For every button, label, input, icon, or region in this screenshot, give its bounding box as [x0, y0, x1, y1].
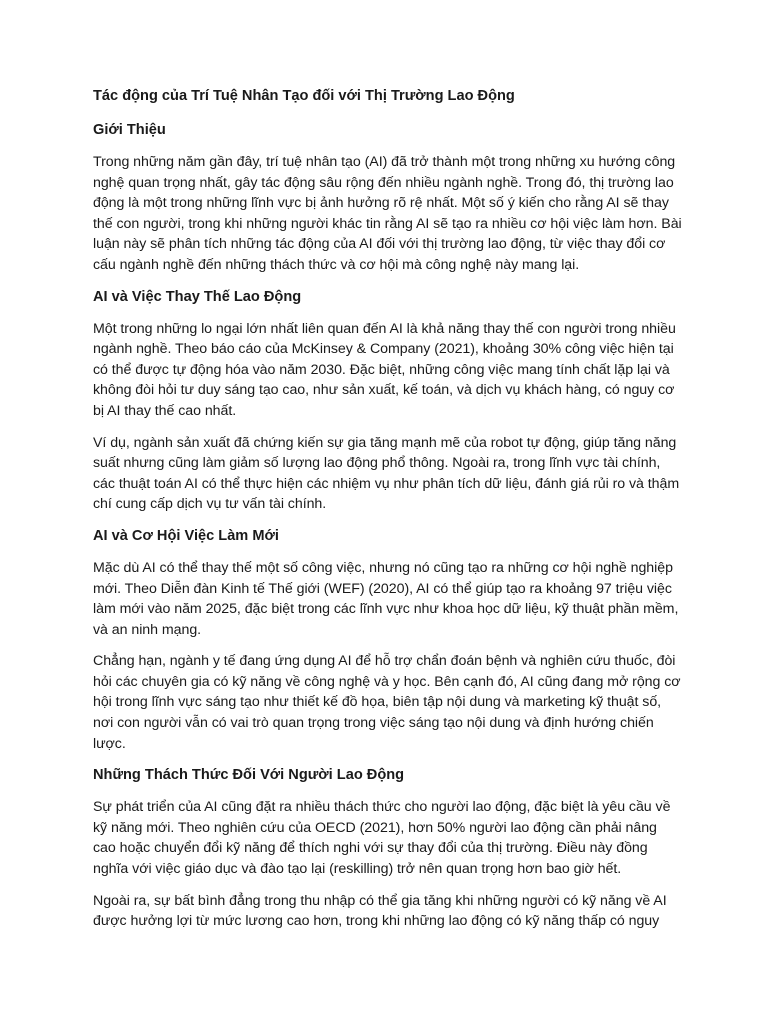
section-replacement	[93, 287, 683, 515]
section-new-jobs	[93, 526, 683, 754]
paragraph: Mặc dù AI có thể thay thế một số công việc, nhưng nó cũng tạo ra những cơ hội nghề nghiệp mới. Theo Diễn đàn Kinh tế Thế giới (WEF) (2020), AI có thể giúp tạo ra khoảng 97 triệu việc làm mới vào năm 2025, đặc biệt trong các lĩnh vực như khoa học dữ liệu, kỹ thuật phần mềm, và an ninh mạng.	[93, 559, 679, 638]
paragraph: Trong những năm gần đây, trí tuệ nhân tạo (AI) đã trở thành một trong những xu hướng công nghệ quan trọng nhất, gây tác động sâu rộng đến nhiều ngành nghề. Trong đó, thị trường lao động là một trong những lĩnh vực bị ảnh hưởng rõ rệ nhất. Một số ý kiến cho rằng AI sẽ thay thế con người, trong khi những người khác tin rằng AI sẽ tạo ra nhiều cơ hội việc làm hơn. Bài luận này sẽ phân tích những tác động của AI đối với thị trường lao động, từ việc thay đổi cơ cấu ngành nghề đến những thách thức và cơ hội mà công nghệ này mang lại.	[93, 154, 682, 273]
paragraph: Chẳng hạn, ngành y tế đang ứng dụng AI để hỗ trợ chẩn đoán bệnh và nghiên cứu thuốc, đòi hỏi các chuyên gia có kỹ năng về công nghệ và y học. Bên cạnh đó, AI cũng đang mở rộng cơ hội trong lĩnh vực sáng tạo như thiết kế đồ họa, biên tập nội dung và marketing kỹ thuật số, nơi con người vẫn có vai trò quan trọng trong việc sáng tạo nội dung và định hướng chiến lược.	[93, 653, 681, 752]
document-page	[93, 86, 683, 943]
section-heading: AI và Việc Thay Thế Lao Động	[93, 288, 302, 305]
section-intro	[93, 120, 683, 276]
section-heading: AI và Cơ Hội Việc Làm Mới	[93, 527, 279, 544]
paragraph: Sự phát triển của AI cũng đặt ra nhiều thách thức cho người lao động, đặc biệt là yêu cầu về kỹ năng mới. Theo nghiên cứu của OECD (2021), hơn 50% người lao động cần phải nâng cao hoặc chuyển đổi kỹ năng để thích nghi với sự thay đổi của thị trường. Điều này đồng nghĩa với việc giáo dục và đào tạo lại (reskilling) trở nên quan trọng hơn bao giờ hết.	[93, 799, 671, 878]
paragraph: Ví dụ, ngành sản xuất đã chứng kiến sự gia tăng mạnh mẽ của robot tự động, giúp tăng năng suất nhưng cũng làm giảm số lượng lao động phổ thông. Ngoài ra, trong lĩnh vực tài chính, các thuật toán AI có thể thực hiện các nhiệm vụ như phân tích dữ liệu, đánh giá rủi ro và thậm chí cung cấp dịch vụ tư vấn tài chính.	[93, 434, 680, 513]
document-title: Tác động của Trí Tuệ Nhân Tạo đối với Thị Trường Lao Động	[93, 88, 515, 104]
section-heading: Những Thách Thức Đối Với Người Lao Động	[93, 767, 405, 784]
section-heading: Giới Thiệu	[93, 122, 166, 138]
section-challenges	[93, 765, 683, 932]
paragraph: Một trong những lo ngại lớn nhất liên quan đến AI là khả năng thay thế con người trong nhiều ngành nghề. Theo báo cáo của McKinsey & Company (2021), khoảng 30% công việc hiện tại có thể được tự động hóa vào năm 2030. Đặc biệt, những công việc mang tính chất lặp lại và không đòi hỏi tư duy sáng tạo cao, như sản xuất, kế toán, và dịch vụ khách hàng, có nguy cơ bị AI thay thế cao nhất.	[93, 320, 676, 419]
paragraph: Ngoài ra, sự bất bình đẳng trong thu nhập có thể gia tăng khi những người có kỹ năng về AI được hưởng lợi từ mức lương cao hơn, trong khi những lao động có kỹ năng thấp có nguy	[93, 892, 667, 930]
